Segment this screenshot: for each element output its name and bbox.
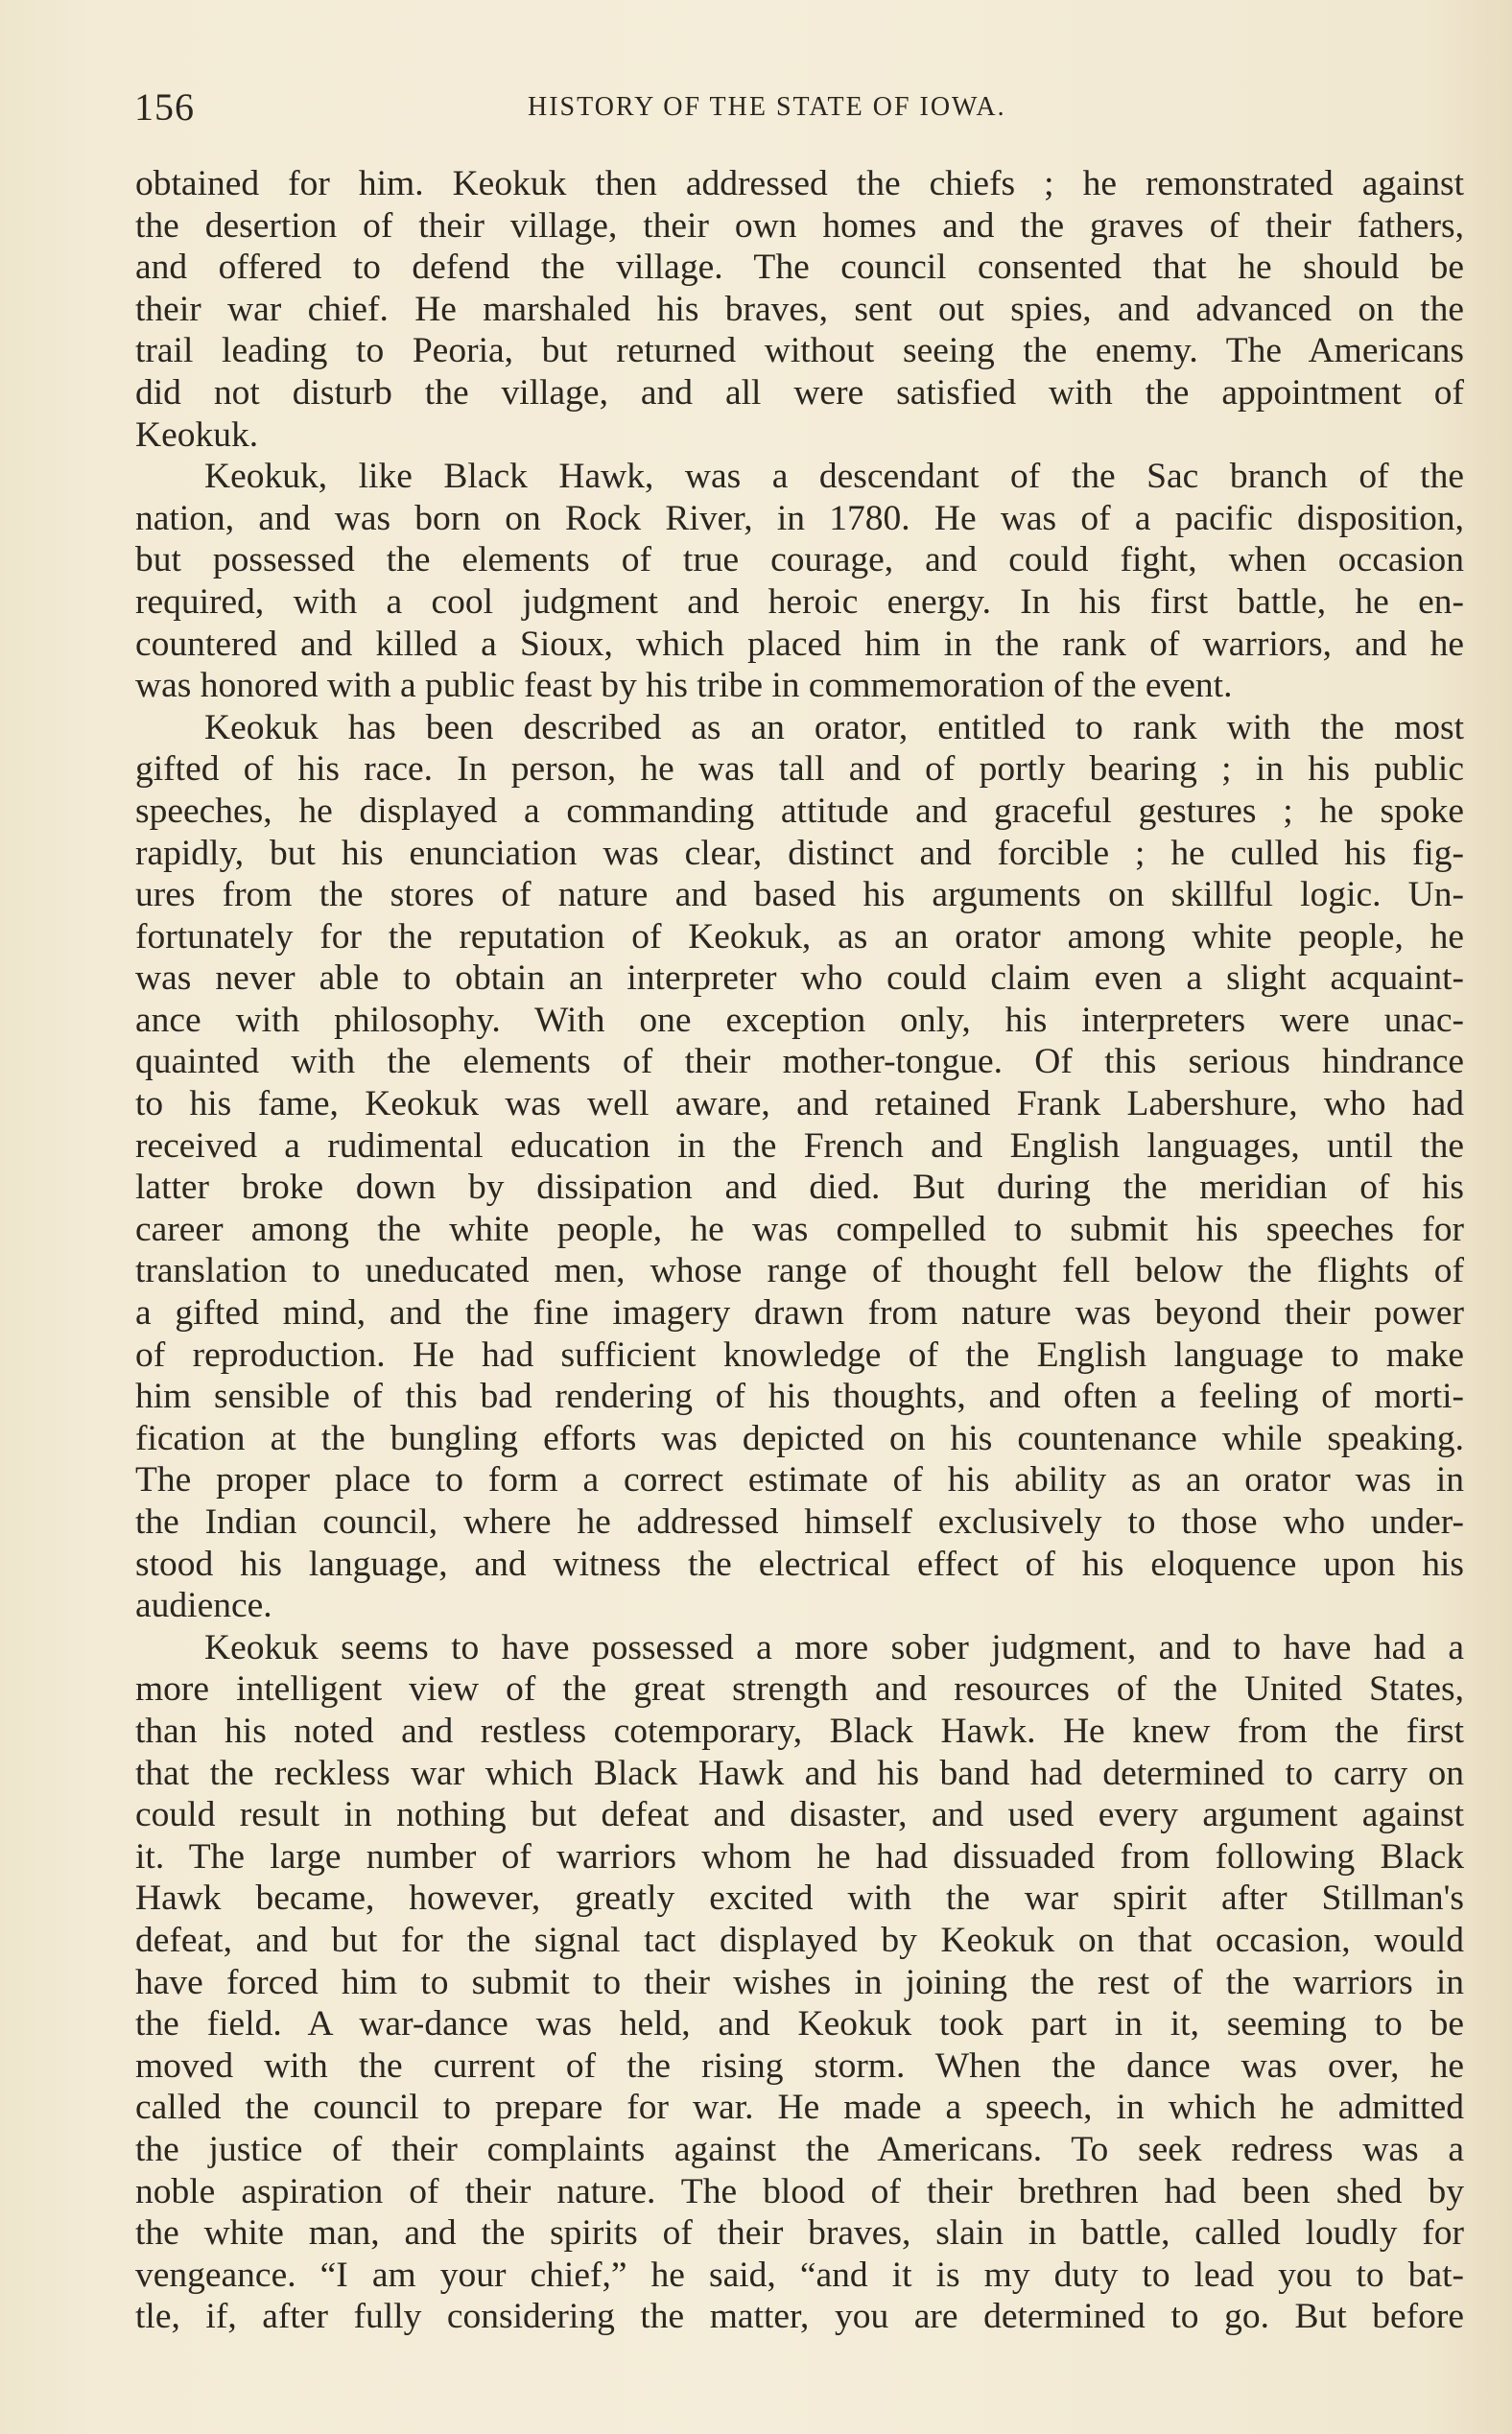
text-line: the field. A war-dance was held, and Keokuk took part in it, seeming to be — [135, 2004, 1464, 2044]
text-line: fortunately for the reputation of Keokuk, as an orator among white people, he — [135, 916, 1464, 957]
text-line: fication at the bungling efforts was depicted on his countenance while speaking. — [135, 1418, 1464, 1458]
text-line: obtained for him. Keokuk then addressed the chiefs ; he remonstrated against — [135, 164, 1464, 203]
text-line: the Indian council, where he addressed himself exclusively to those who under- — [135, 1502, 1464, 1542]
text-line: Keokuk has been described as an orator, entitled to rank with the most — [204, 707, 1464, 747]
text-line: required, with a cool judgment and heroic energy. In his first battle, he en- — [135, 581, 1464, 622]
text-line: defeat, and but for the signal tact displayed by Keokuk on that occasion, would — [135, 1920, 1464, 1960]
text-line: than his noted and restless cotemporary, Black Hawk. He knew from the first — [135, 1711, 1464, 1751]
text-line: and offered to defend the village. The council consented that he should be — [135, 248, 1464, 288]
text-line: ures from the stores of nature and based his arguments on skillful logic. Un- — [135, 875, 1464, 915]
running-head: HISTORY OF THE STATE OF IOWA. — [528, 92, 1006, 122]
text-line: that the reckless war which Black Hawk and his band had determined to carry on — [135, 1753, 1464, 1793]
text-line: did not disturb the village, and all were satisfied with the appointment of — [135, 372, 1464, 413]
text-line: the justice of their complaints against the Americans. To seek redress was a — [135, 2129, 1464, 2169]
text-line: rapidly, but his enunciation was clear, distinct and forcible ; he culled his fig- — [135, 833, 1464, 873]
text-line: speeches, he displayed a commanding attitude and graceful gestures ; he spoke — [135, 791, 1464, 831]
text-line: career among the white people, he was compelled to submit his speeches for — [135, 1209, 1464, 1249]
text-line: was never able to obtain an interpreter who could claim even a slight acquaint- — [135, 958, 1464, 999]
text-line: have forced him to submit to their wishes in joining the rest of the warriors in — [135, 1962, 1464, 2002]
text-line: him sensible of this bad rendering of his thoughts, and often a feeling of morti- — [135, 1377, 1464, 1417]
text-line: it. The large number of warriors whom he had dissuaded from following Black — [135, 1836, 1464, 1877]
text-line: Keokuk. — [135, 414, 259, 455]
text-line: the desertion of their village, their own homes and the graves of their fathers, — [135, 205, 1464, 246]
text-line: nation, and was born on Rock River, in 1780. He was of a pacific disposition, — [135, 498, 1464, 538]
text-line: a gifted mind, and the fine imagery drawn from nature was beyond their power — [135, 1293, 1464, 1334]
text-line: received a rudimental education in the French and English languages, until the — [135, 1125, 1464, 1166]
text-line: moved with the current of the rising storm. When the dance was over, he — [135, 2045, 1464, 2086]
text-line: but possessed the elements of true courage, and could fight, when occasion — [135, 540, 1464, 580]
page-number: 156 — [134, 85, 195, 129]
text-line: vengeance. “I am your chief,” he said, “and it is my duty to lead you to bat- — [135, 2255, 1464, 2295]
text-line: to his fame, Keokuk was well aware, and retained Frank Labershure, who had — [135, 1084, 1464, 1124]
text-line: Hawk became, however, greatly excited with the war spirit after Stillman's — [135, 1879, 1464, 1919]
text-line: latter broke down by dissipation and died. But during the meridian of his — [135, 1168, 1464, 1208]
text-line: Keokuk seems to have possessed a more sober judgment, and to have had a — [204, 1627, 1464, 1667]
text-line: ance with philosophy. With one exception only, his interpreters were unac- — [135, 1000, 1464, 1040]
text-line: The proper place to form a correct estimate of his ability as an orator was in — [135, 1460, 1464, 1501]
text-line: the white man, and the spirits of their braves, slain in battle, called loudly for — [135, 2213, 1464, 2254]
text-line: of reproduction. He had sufficient knowledge of the English language to make — [135, 1335, 1464, 1375]
page-header — [134, 84, 1468, 132]
text-line: Keokuk, like Black Hawk, was a descendant of the Sac branch of the — [204, 457, 1464, 497]
text-line: quainted with the elements of their mother-tongue. Of this serious hindrance — [135, 1042, 1464, 1082]
text-line: translation to uneducated men, whose range of thought fell below the flights of — [135, 1251, 1464, 1291]
body-text — [135, 163, 1464, 2338]
text-line: could result in nothing but defeat and disaster, and used every argument against — [135, 1795, 1464, 1835]
text-line: called the council to prepare for war. He made a speech, in which he admitted — [135, 2088, 1464, 2128]
text-line: more intelligent view of the great strength and resources of the United States, — [135, 1669, 1464, 1710]
text-line: noble aspiration of their nature. The blood of their brethren had been shed by — [135, 2171, 1464, 2211]
text-line: tle, if, after fully considering the matter, you are determined to go. But before — [135, 2297, 1464, 2337]
text-line: gifted of his race. In person, he was tall and of portly bearing ; in his public — [135, 749, 1464, 790]
text-line: audience. — [135, 1586, 272, 1626]
text-line: stood his language, and witness the electrical effect of his eloquence upon his — [135, 1544, 1464, 1584]
text-line: their war chief. He marshaled his braves, sent out spies, and advanced on the — [135, 289, 1464, 329]
text-line: countered and killed a Sioux, which placed him in the rank of warriors, and he — [135, 624, 1464, 664]
text-line: was honored with a public feast by his tribe in commemoration of the event. — [135, 666, 1233, 706]
text-line: trail leading to Peoria, but returned without seeing the enemy. The Americans — [135, 331, 1464, 371]
